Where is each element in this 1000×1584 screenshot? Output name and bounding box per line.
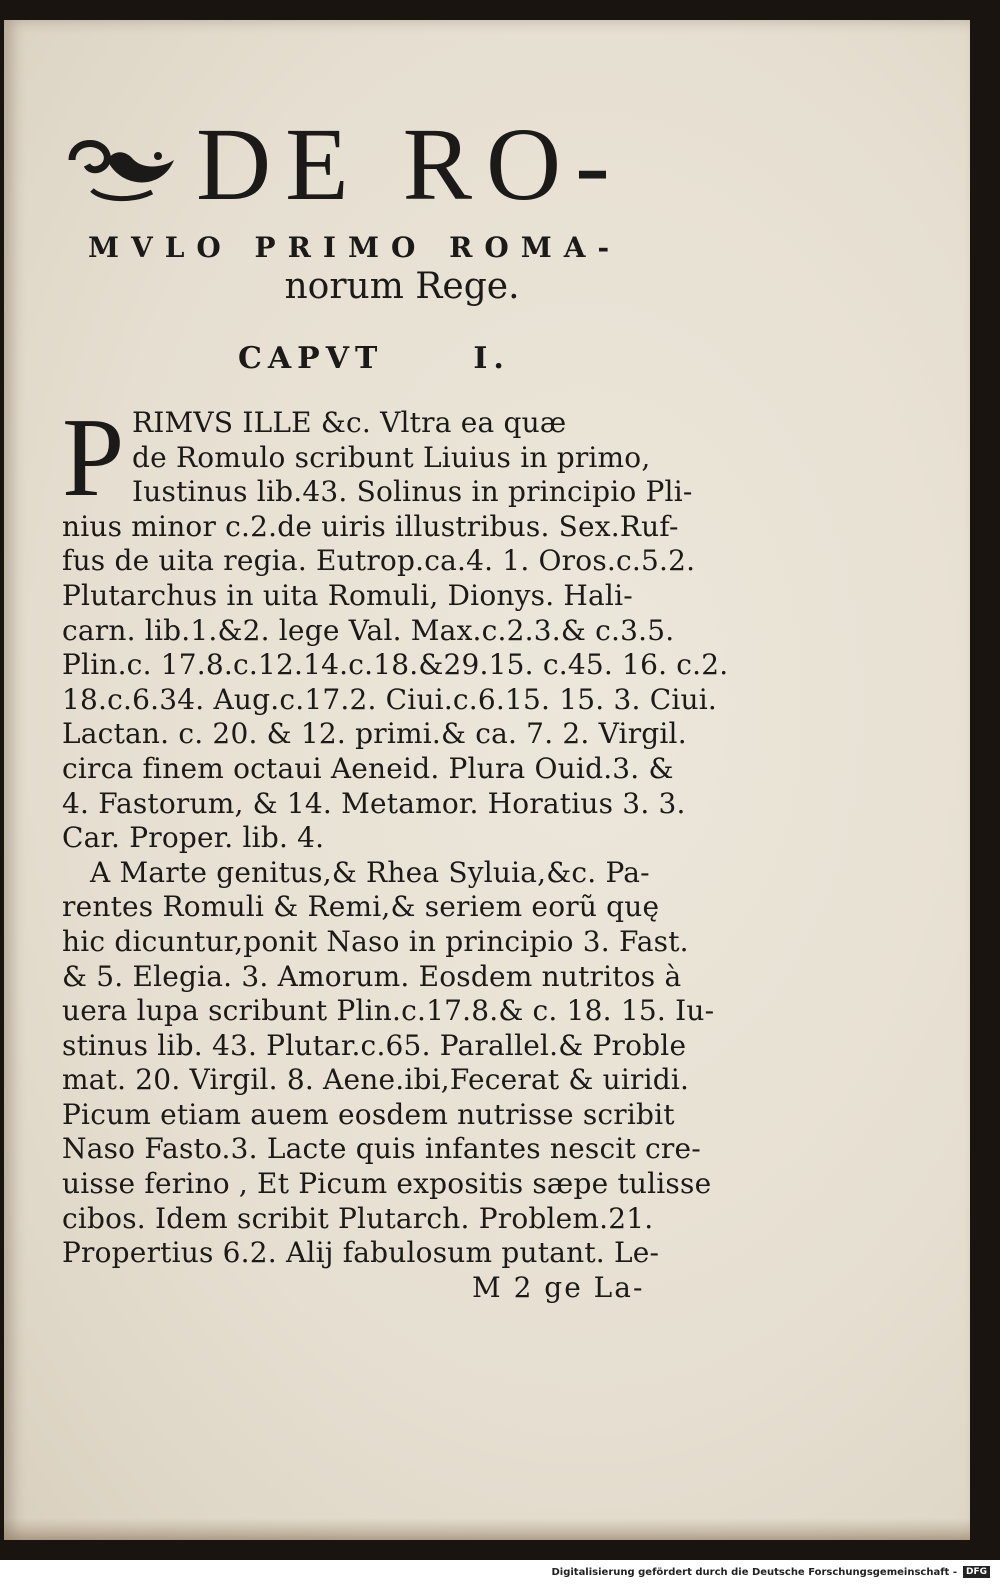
text-block xyxy=(62,105,732,1305)
book-page xyxy=(4,20,970,1540)
catchword: M 2 ge La- xyxy=(472,1270,645,1304)
chapter-heading xyxy=(238,341,732,376)
title-line-2: MVLO PRIMO ROMA- xyxy=(88,231,622,264)
text-line: hic dicuntur,ponit Naso in principio 3. Fast. xyxy=(62,924,689,958)
text-line: mat. 20. Virgil. 8. Aene.ibi,Fecerat & uiridi. xyxy=(62,1063,690,1097)
paragraph-1 xyxy=(62,396,732,856)
text-line: nius minor c.2.de uiris illustribus. Sex.Ruf- xyxy=(62,509,679,543)
page-edge-shadow xyxy=(4,1518,970,1540)
text-line: stinus lib. 43. Plutar.c.65. Parallel.& Proble xyxy=(62,1028,687,1062)
text-line: Plutarchus in uita Romuli, Dionys. Hali- xyxy=(62,578,633,612)
text-line: fus de uita regia. Eutrop.ca.4. 1. Oros.c.5.2. xyxy=(62,544,696,578)
text-line: & 5. Elegia. 3. Amorum. Eosdem nutritos à xyxy=(62,959,682,993)
text-line: uisse ferino , Et Picum expositis sæpe tulisse xyxy=(62,1167,712,1201)
text-line: RIMVS ILLE &c. Vltra ea quæ xyxy=(132,406,567,439)
text-line: Iustinus lib.43. Solinus in principio Pli- xyxy=(132,475,693,509)
text-line: rentes Romuli & Remi,& seriem eorũ quę xyxy=(62,890,660,924)
text-line: uera lupa scribunt Plin.c.17.8.& c. 18. 15. Iu- xyxy=(62,994,715,1028)
title-line-3: norum Rege. xyxy=(284,266,520,307)
text-line: 18.c.6.34. Aug.c.17.2. Ciui.c.6.15. 15. 3. Ciui. xyxy=(62,682,717,716)
text-line: cibos. Idem scribit Plutarch. Problem.21. xyxy=(62,1201,654,1235)
text-line: de Romulo scribunt Liuius in primo, xyxy=(132,440,651,474)
dfg-logo: DFG xyxy=(963,1566,990,1578)
text-line: carn. lib.1.&2. lege Val. Max.c.2.3.& c.3.5. xyxy=(62,613,675,647)
text-line: Car. Proper. lib. 4. xyxy=(62,821,325,855)
text-line: A Marte genitus,& Rhea Syluia,&c. Pa- xyxy=(90,855,650,889)
text-line: Naso Fasto.3. Lacte quis infantes nescit cre- xyxy=(62,1132,701,1166)
paragraph-2 xyxy=(62,856,732,1271)
ornament-icon xyxy=(62,120,182,210)
title-main: DE RO- xyxy=(196,107,624,222)
drop-cap: P xyxy=(62,396,125,520)
text-line: Picum etiam auem eosdem nutrisse scribit xyxy=(62,1097,675,1131)
text-line: 4. Fastorum, & 14. Metamor. Horatius 3. 3. xyxy=(62,786,686,820)
chapter-label: CAPVT xyxy=(238,341,384,376)
chapter-number: I. xyxy=(473,341,510,376)
text-line: Lactan. c. 20. & 12. primi.& ca. 7. 2. Virgil. xyxy=(62,717,687,751)
footer-bar xyxy=(0,1560,1000,1584)
text-line: Propertius 6.2. Alij fabulosum putant. Le- xyxy=(62,1236,660,1270)
title-row xyxy=(62,105,732,225)
text-line: Plin.c. 17.8.c.12.14.c.18.&29.15. c.45. 16. c.2. xyxy=(62,648,729,682)
footer-text: Digitalisierung gefördert durch die Deutsche Forschungsgemeinschaft - xyxy=(551,1566,957,1578)
text-line: circa finem octaui Aeneid. Plura Ouid.3. & xyxy=(62,751,674,785)
